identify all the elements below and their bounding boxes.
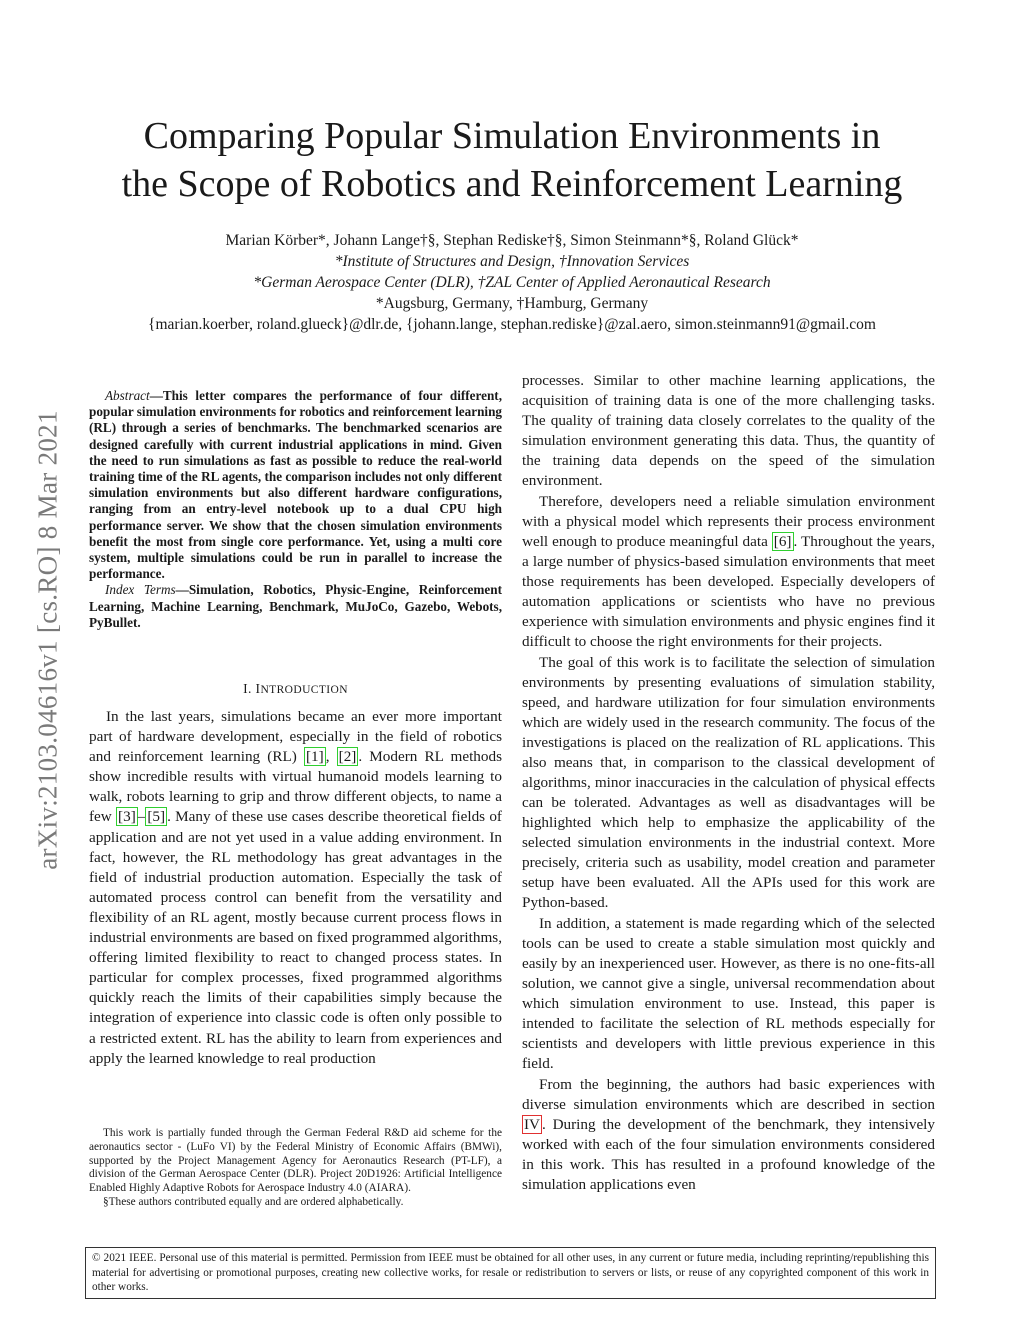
intro-text-c: . Many of these use cases describe theoretical fields of application and are not yet used in a value adding environment. In fact, however, the RL methodology has great advantages in the field of industrial production automation. Especially the task of automated process control can benefit from the versatility and flexibility of an RL agent, mostly because current process flows in industrial environments are based on fixed programmed algorithms, offering limited flexibility to react to changed process states. In particular for complex processes, fixed programmed algorithms quickly reach the limits of their capabilities simply because the integration of experience into classic code is often only possible to a restricted extent. RL has the ability to learn from experiences and apply the learned knowledge to real production — [89, 808, 502, 1067]
index-terms-label: Index Terms — [105, 582, 176, 598]
right-paragraph: In addition, a statement is made regarding which of the selected tools can be used to create a stable simulation most quickly and easily by an inexperienced user. However, as there is no one-fits-all solution, we cannot give a single, universal recommendation about which simulation environment to use. Instead, this paper is intended to facilitate the selection of RL methods especially for scientists and developers with little previous experience in this field. — [522, 915, 935, 1072]
section-heading-introduction — [89, 681, 502, 697]
section-title-rest: NTRODUCTION — [260, 684, 348, 696]
citation-separator: , — [325, 748, 337, 766]
affiliation-1: *Institute of Structures and Design, †Innovation Services — [334, 253, 690, 270]
section-initial: I — [255, 681, 261, 696]
abstract-text: —This letter compares the performance of four different, popular simulation environments for robotics and reinforcement learning (RL) through a series of benchmarks. The benchmarked scenarios are designed carefully with current industrial applications in mind. Given the need to run simulations as fast as possible to reduce the real-world training time of the RL agents, the comparison includes not only different simulation environments but also different hardware configurations, ranging from an entry-level notebook up to a dual CPU high performance server. We show that the chosen simulation environments benefit the most from single core performance. Yet, using a multi core system, multiple simulations could be run in parallel to increase the performance. — [89, 388, 502, 582]
right-paragraph — [522, 1075, 935, 1195]
author-names: Marian Körber*, Johann Lange†§, Stephan Rediske†§, Simon Steinmann*§, Roland Glück* — [225, 232, 799, 249]
citation-link[interactable]: [3] — [118, 808, 136, 826]
intro-text-a: In the last years, simulations became an ever more important part of hardware development, especially in the field of robotics and reinforcement learning (RL) — [89, 708, 502, 766]
index-terms-text: —Simulation, Robotics, Physic-Engine, Reinforcement Learning, Machine Learning, Benchmark, MuJoCo, Gazebo, Webots, PyBullet. — [89, 582, 502, 630]
author-block — [60, 230, 964, 335]
citation-link[interactable]: [5] — [147, 808, 166, 826]
right-text: . Throughout the years, a large number of physics-based simulation environments that meet those requirements has been developed. Especially developers of automation applications or scientists who have no previous experience with simulation environments and physic engines find it difficult to choose the right environments for their projects. — [522, 533, 935, 650]
right-paragraph: processes. Similar to other machine learning applications, the acquisition of training data is one of the more challenging tasks. The quality of training data closely correlates to the quality of the simulation environment generating this data. Thus, the quantity of the training data depends on the speed of the simulation environment. — [522, 372, 935, 489]
citation-dash: – — [137, 808, 146, 826]
introduction-body — [89, 707, 502, 1069]
copyright-notice: © 2021 IEEE. Personal use of this material is permitted. Permission from IEEE must be obtained for all other uses, in any current or future media, including reprinting/republishing this material for advertising or promotional purposes, creating new collective works, for resale or redistribution to servers or lists, or reuse of any copyrighted component of this work in other works. — [85, 1247, 936, 1299]
right-text: Therefore, developers need a reliable simulation environment with a physical model which represents their process environment well enough to produce meaningful data — [522, 493, 935, 550]
abstract-label: Abstract — [105, 388, 150, 403]
affiliation-2: *German Aerospace Center (DLR), †ZAL Center of Applied Aeronautical Research — [253, 274, 771, 291]
citation-link[interactable]: [2] — [338, 748, 357, 766]
author-emails: {marian.koerber, roland.glueck}@dlr.de, {johann.lange, stephan.rediske}@zal.aero, simon.steinmann91@gmail.com — [148, 316, 876, 333]
right-paragraph — [522, 492, 935, 652]
intro-paragraph — [89, 707, 502, 1069]
right-paragraph: The goal of this work is to facilitate the selection of simulation environments by presenting evaluations of simulation stability, speed, and hardware utilization for four simulation environments which are widely used in the research community. The focus of the investigations is placed on the realization of RL applications. This also means that, in comparison to the classical development of algorithms, minor inaccuracies in the calculation of physical effects can be tolerated. Advantages as well as disadvantages will be highlighted which help to emphasize the applicability of the selected simulation environments in the industrial context. More precisely, criteria such as usability, model creation and parameter setup have been evaluated. All the APIs used for this work are Python-based. — [522, 654, 935, 911]
citation-link[interactable]: [6] — [773, 533, 792, 550]
citation-link[interactable]: [1] — [305, 748, 324, 766]
paper-title — [60, 112, 964, 208]
title-line-2: the Scope of Robotics and Reinforcement Learning — [121, 163, 903, 205]
index-terms — [89, 582, 502, 631]
abstract — [89, 388, 502, 631]
right-column — [522, 371, 935, 1196]
right-text: . During the development of the benchmark, they intensively worked with each of the four simulation environments considered in this work. This has resulted in a profound knowledge of the simulation applications even — [522, 1116, 935, 1193]
footnotes — [89, 1127, 502, 1210]
equal-contribution-footnote: §These authors contributed equally and are ordered alphabetically. — [103, 1195, 404, 1208]
arxiv-stamp: arXiv:2103.04616v1 [cs.RO] 8 Mar 2021 — [32, 410, 63, 870]
affiliation-3: *Augsburg, Germany, †Hamburg, Germany — [375, 295, 649, 312]
abstract-paragraph — [89, 388, 502, 582]
section-number: I. — [243, 681, 256, 696]
section-reference-link[interactable]: IV — [524, 1116, 541, 1133]
intro-text-b: . Modern RL methods show incredible results with virtual humanoid models learning to walk, robots learning to grip and throw different objects, to name a few — [89, 748, 502, 826]
funding-footnote: This work is partially funded through the German Federal R&D aid scheme for the aeronautics sector - (LuFo VI) by the Federal Ministry of Economic Affairs (BMWi), supported by the Project Management Agency for Aeronautics Research (PT-LF), a division of the German Aerospace Center (DLR). Project 20D1926: Artificial Intelligence Enabled Highly Adaptive Robots for Aerospace Industry 4.0 (AIARA). — [89, 1127, 502, 1195]
title-line-1: Comparing Popular Simulation Environments in — [143, 115, 881, 157]
right-text: From the beginning, the authors had basic experiences with diverse simulation environments which are described in section — [522, 1076, 935, 1113]
